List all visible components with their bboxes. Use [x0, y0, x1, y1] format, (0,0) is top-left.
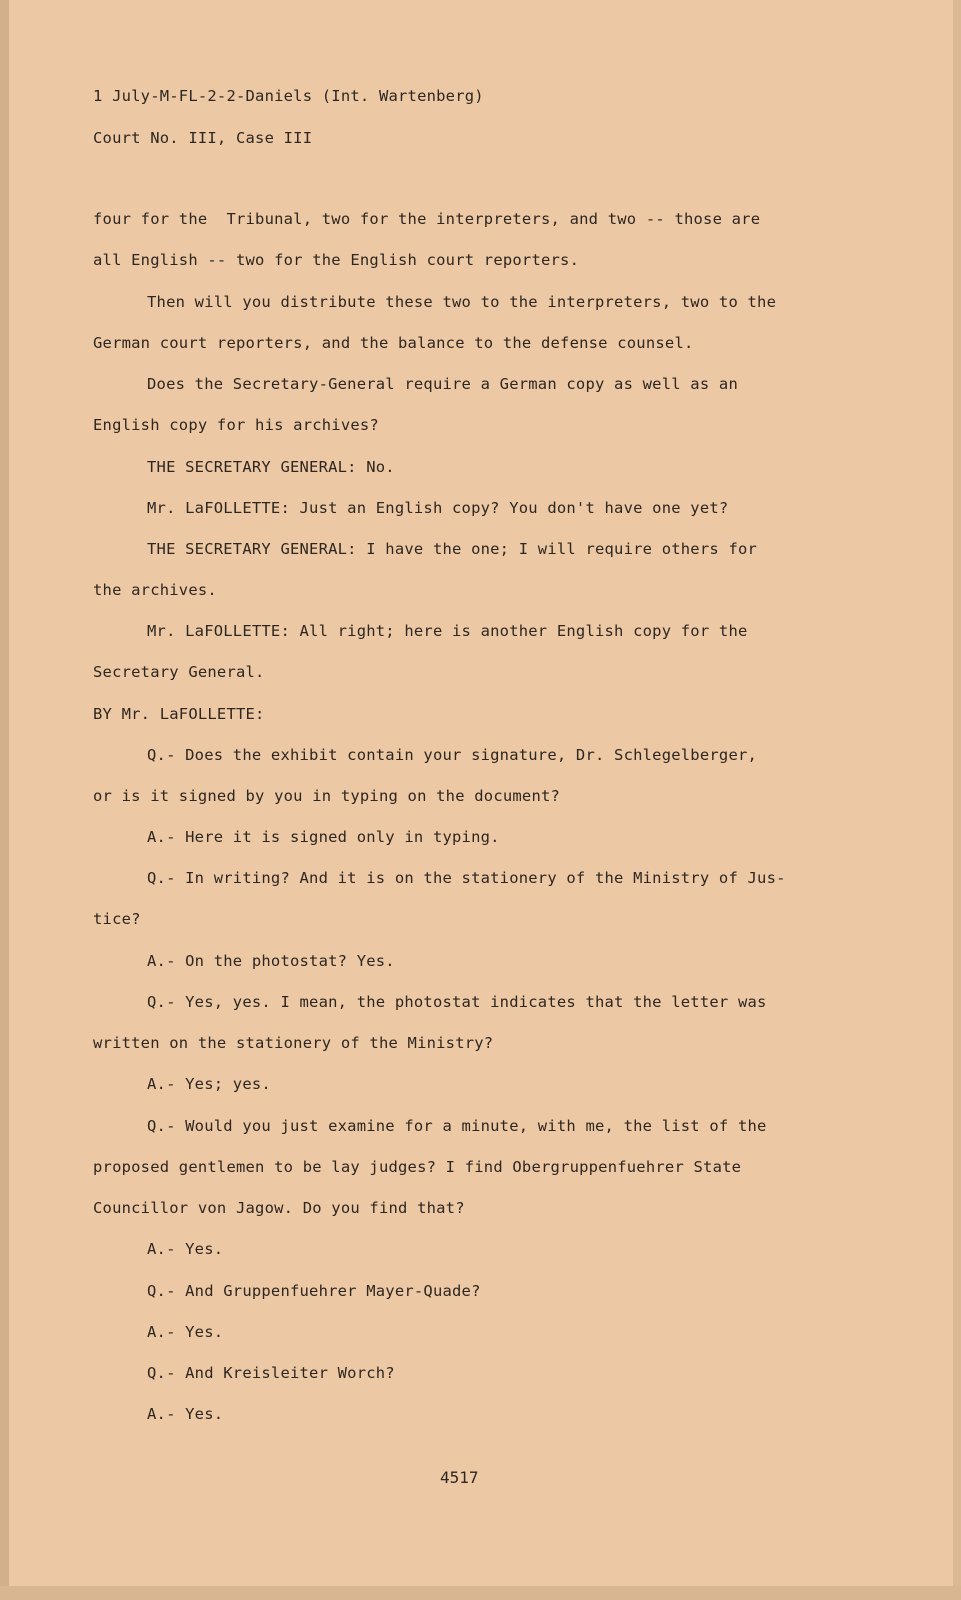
page-edge-right [953, 0, 961, 1600]
text-line: or is it signed by you in typing on the document? [93, 787, 561, 805]
text-line: A.- Yes. [147, 1405, 224, 1423]
text-line: all English -- two for the English court reporters. [93, 251, 580, 269]
text-line: A.- Here it is signed only in typing. [147, 828, 500, 846]
text-line: THE SECRETARY GENERAL: I have the one; I will require others for [147, 540, 758, 558]
text-line: Q.- Would you just examine for a minute, with me, the list of the [147, 1117, 767, 1135]
text-line: Q.- Does the exhibit contain your signature, Dr. Schlegelberger, [147, 746, 758, 764]
text-line: Then will you distribute these two to the interpreters, two to the [147, 293, 777, 311]
text-line: Mr. LaFOLLETTE: Just an English copy? You don't have one yet? [147, 499, 729, 517]
header-line-1: 1 July-M-FL-2-2-Daniels (Int. Wartenberg) [93, 87, 484, 105]
text-line: A.- Yes. [147, 1323, 224, 1341]
text-line: THE SECRETARY GENERAL: No. [147, 458, 395, 476]
text-line: English copy for his archives? [93, 416, 379, 434]
text-line: A.- Yes; yes. [147, 1075, 271, 1093]
text-line: proposed gentlemen to be lay judges? I find Obergruppenfuehrer State [93, 1158, 742, 1176]
text-line: Secretary General. [93, 663, 265, 681]
page-edge-left [0, 0, 9, 1600]
text-line: A.- On the photostat? Yes. [147, 952, 395, 970]
text-line: German court reporters, and the balance to the defense counsel. [93, 334, 694, 352]
header-line-2: Court No. III, Case III [93, 129, 313, 147]
text-line: Does the Secretary-General require a German copy as well as an [147, 375, 738, 393]
page-edge-bottom [0, 1586, 961, 1600]
text-line: A.- Yes. [147, 1240, 224, 1258]
text-line: Q.- Yes, yes. I mean, the photostat indicates that the letter was [147, 993, 767, 1011]
text-line: tice? [93, 910, 141, 928]
text-line: the archives. [93, 581, 217, 599]
text-line: Q.- And Kreisleiter Worch? [147, 1364, 395, 1382]
text-line: BY Mr. LaFOLLETTE: [93, 705, 265, 723]
text-line: Q.- And Gruppenfuehrer Mayer-Quade? [147, 1282, 481, 1300]
text-line: four for the Tribunal, two for the interpreters, and two -- those are [93, 210, 761, 228]
text-line: Q.- In writing? And it is on the stationery of the Ministry of Jus- [147, 869, 786, 887]
text-line: Councillor von Jagow. Do you find that? [93, 1199, 465, 1217]
text-line: Mr. LaFOLLETTE: All right; here is another English copy for the [147, 622, 748, 640]
page-number: 4517 [440, 1468, 479, 1487]
text-line: written on the stationery of the Ministry? [93, 1034, 494, 1052]
